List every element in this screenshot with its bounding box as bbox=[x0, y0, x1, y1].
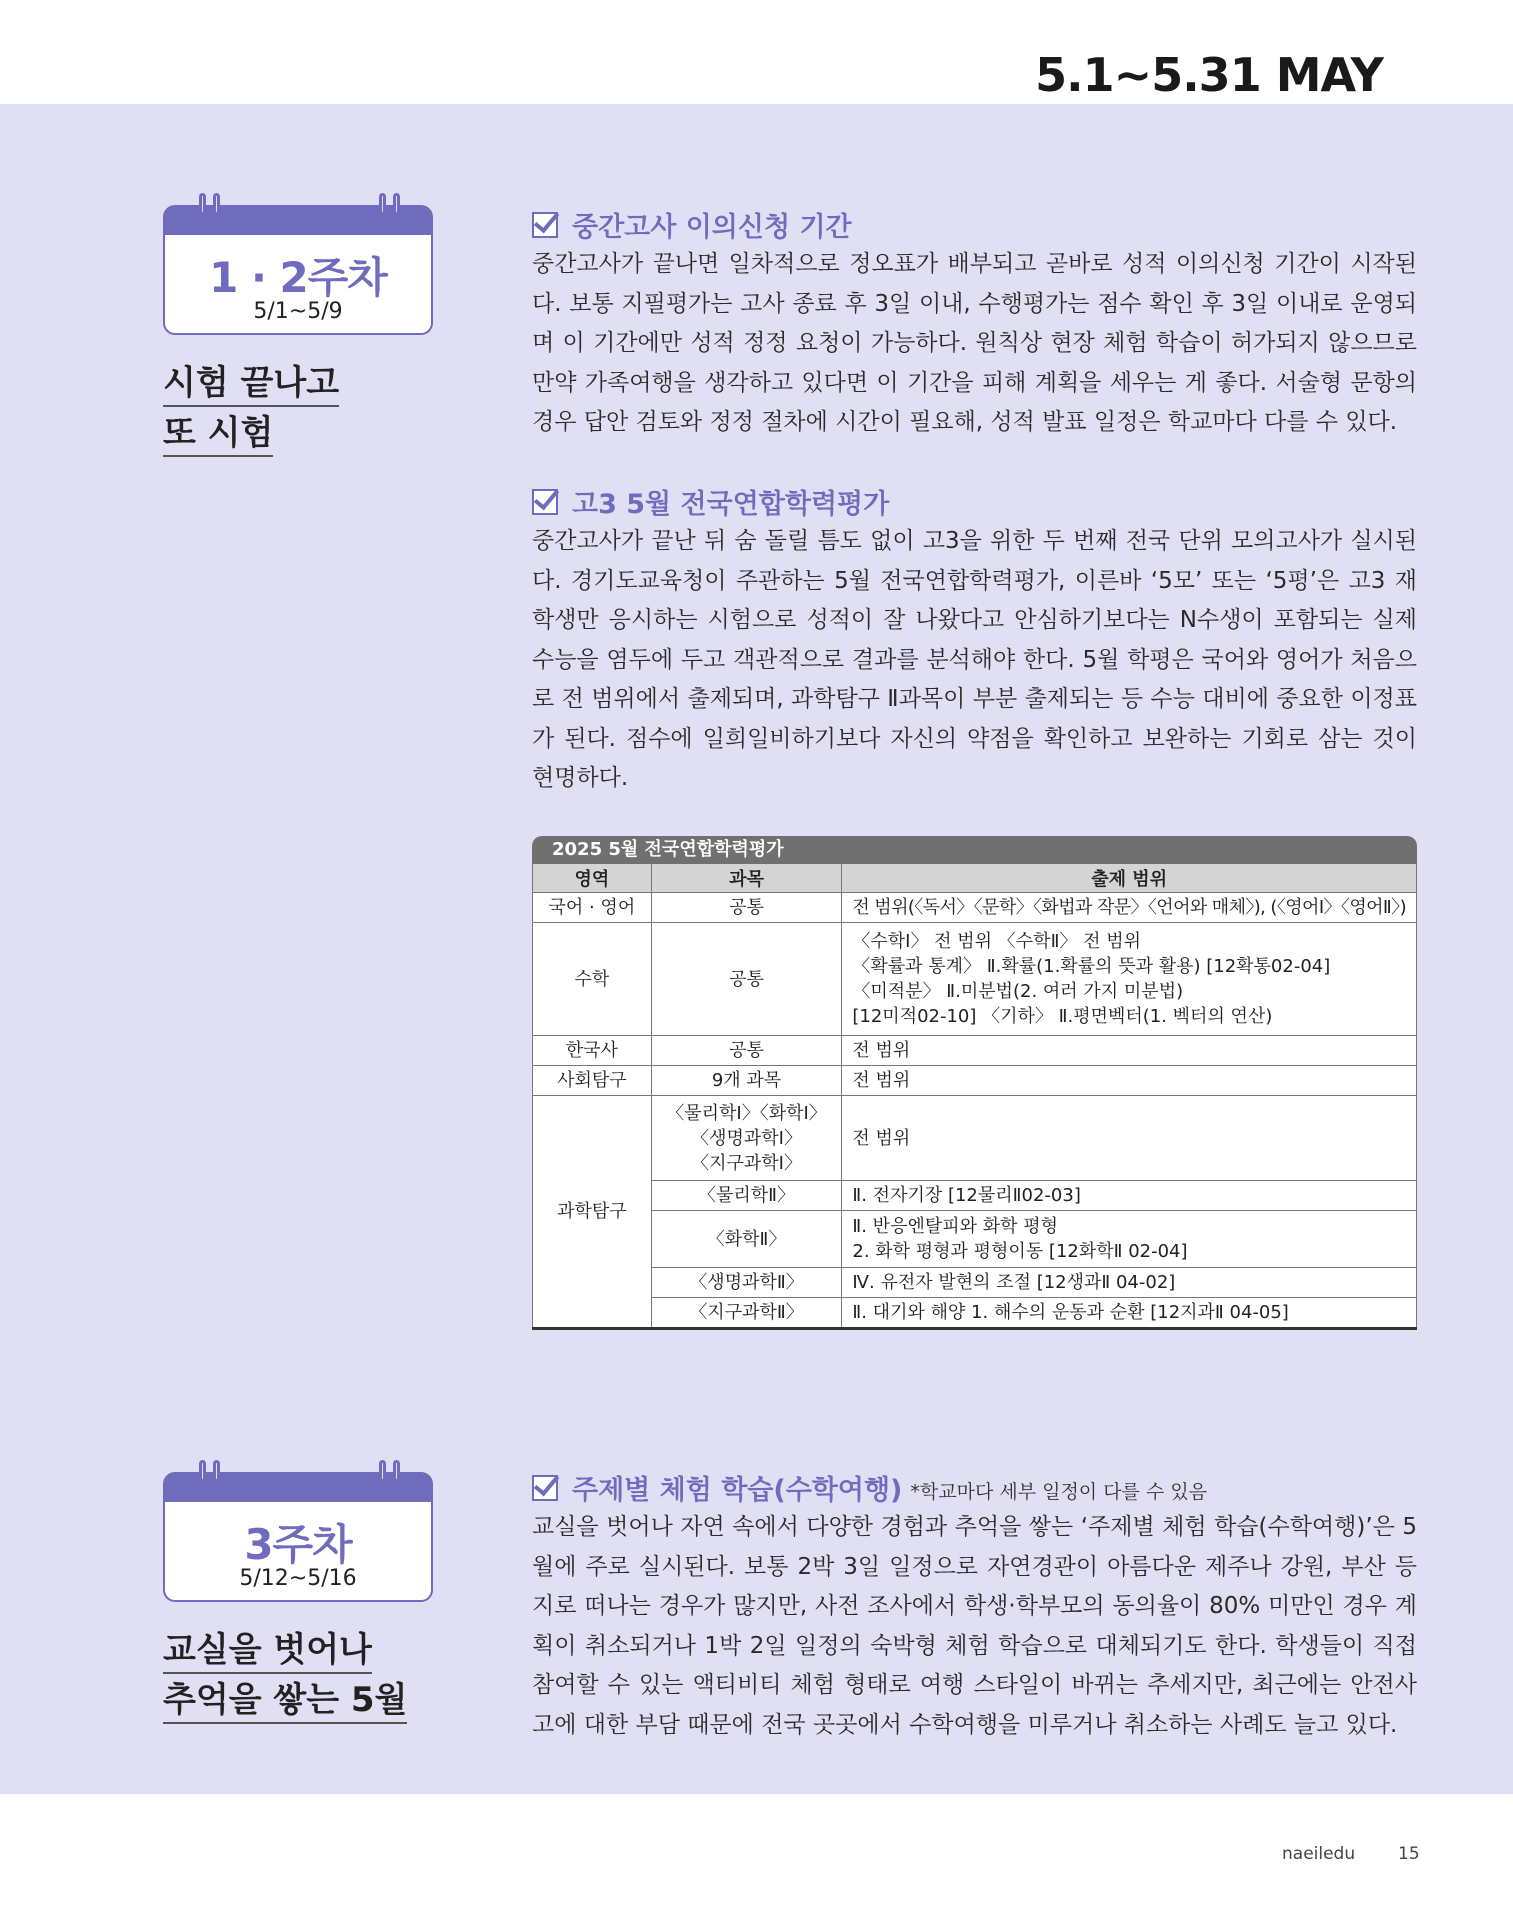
range-line: [12미적02-10] 〈기하〉 Ⅱ.평면벡터(1. 벡터의 연산) bbox=[852, 1006, 1273, 1027]
cell-subject: 〈화학Ⅱ〉 bbox=[651, 1211, 842, 1268]
cell-range bbox=[842, 923, 1417, 1036]
section-title: 주제별 체험 학습(수학여행) bbox=[572, 1475, 903, 1506]
week-label: 1 · 2주차 bbox=[209, 253, 387, 302]
cell-range: 전 범위 bbox=[842, 1036, 1417, 1066]
footer-site-name: naeiledu bbox=[1282, 1844, 1356, 1864]
cell-range bbox=[842, 1211, 1417, 1268]
cell-subject: 공통 bbox=[651, 923, 842, 1036]
cell-area: 사회탐구 bbox=[533, 1066, 652, 1096]
column-header: 과목 bbox=[651, 864, 842, 893]
week-dates: 5/1~5/9 bbox=[253, 299, 343, 324]
cell-range: Ⅳ. 유전자 발현의 조절 [12생과Ⅱ 04-02] bbox=[842, 1268, 1417, 1298]
table-row bbox=[533, 1066, 1417, 1096]
section-title: 고3 5월 전국연합학력평가 bbox=[572, 489, 890, 520]
section-heading bbox=[532, 1468, 1207, 1507]
section-note: *학교마다 세부 일정이 다를 수 있음 bbox=[910, 1481, 1208, 1503]
table-title: 2025 5월 전국연합학력평가 bbox=[532, 836, 1417, 864]
section-body: 중간고사가 끝난 뒤 숨 돌릴 틈도 없이 고3을 위한 두 번째 전국 단위 모의고사가 실시된다. 경기도교육청이 주관하는 5월 전국연합학력평가, 이른바 ‘5모’ 또는 ‘5평’은 고3 재학생만 응시하는 시험으로 성적이 잘 나왔다고 안심하기보다는 N수생이 포함되는 실제 수능을 염두에 두고 객관적으로 결과를 분석해야 한다. 5월 학평은 국어와 영어가 처음으로 전 범위에서 출제되며, 과학탐구 Ⅱ과목이 부분 출제되는 등 수능 대비에 중요한 이정표가 된다. 점수에 일희일비하기보다 자신의 약점을 확인하고 보완하는 기회로 삼는 것이 현명하다. bbox=[532, 528, 1417, 791]
cell-range: Ⅱ. 전자기장 [12물리Ⅱ02-03] bbox=[842, 1181, 1417, 1211]
week-3-calendar-icon bbox=[163, 1472, 433, 1602]
cell-area: 과학탐구 bbox=[533, 1096, 652, 1329]
week-1-2-caption bbox=[163, 358, 339, 458]
table-row bbox=[533, 1096, 1417, 1181]
cell-range: Ⅱ. 대기와 해양 1. 해수의 운동과 순환 [12지과Ⅱ 04-05] bbox=[842, 1298, 1417, 1329]
caption-line: 시험 끝나고 bbox=[163, 361, 339, 407]
table-header-row bbox=[533, 864, 1417, 893]
cell-subject: 공통 bbox=[651, 893, 842, 923]
range-line: Ⅱ. 반응엔탈피와 화학 평형 bbox=[852, 1216, 1059, 1237]
section-title: 중간고사 이의신청 기간 bbox=[572, 212, 852, 243]
cell-area: 한국사 bbox=[533, 1036, 652, 1066]
table-row bbox=[533, 893, 1417, 923]
cell-subject: 〈물리학Ⅱ〉 bbox=[651, 1181, 842, 1211]
week-1-2-calendar-icon bbox=[163, 205, 433, 335]
column-header: 영역 bbox=[533, 864, 652, 893]
table-row bbox=[533, 923, 1417, 1036]
cell-range: 전 범위(〈독서〉〈문학〉〈화법과 작문〉〈언어와 매체〉), (〈영어Ⅰ〉〈영어Ⅱ〉) bbox=[842, 893, 1417, 923]
cell-subject: 공통 bbox=[651, 1036, 842, 1066]
section-body: 중간고사가 끝나면 일차적으로 정오표가 배부되고 곧바로 성적 이의신청 기간이 시작된다. 보통 지필평가는 고사 종료 후 3일 이내, 수행평가는 점수 확인 후 3일 이내로 운영되며 이 기간에만 성적 정정 요청이 가능하다. 원칙상 현장 체험 학습이 허가되지 않으므로 만약 가족여행을 생각하고 있다면 이 기간을 피해 계획을 세우는 게 좋다. 서술형 문항의 경우 답안 검토와 정정 절차에 시간이 필요해, 성적 발표 일정은 학교마다 다를 수 있다. bbox=[532, 251, 1417, 435]
cell-subject bbox=[651, 1096, 842, 1181]
range-line: 〈확률과 통계〉 Ⅱ.확률(1.확률의 뜻과 활용) [12확통02-04] bbox=[852, 956, 1331, 977]
subject-line: 〈지구과학Ⅰ〉 bbox=[691, 1152, 802, 1174]
caption-line: 또 시험 bbox=[163, 411, 273, 457]
cell-subject: 〈지구과학Ⅱ〉 bbox=[651, 1298, 842, 1329]
table-row bbox=[533, 1211, 1417, 1268]
week-3-caption bbox=[163, 1625, 407, 1725]
cell-range: 전 범위 bbox=[842, 1096, 1417, 1181]
column-header: 출제 범위 bbox=[842, 864, 1417, 893]
table-row bbox=[533, 1268, 1417, 1298]
range-line: 〈미적분〉 Ⅱ.미분법(2. 여러 가지 미분법) bbox=[852, 981, 1184, 1002]
range-line: 〈수학Ⅰ〉 전 범위 〈수학Ⅱ〉 전 범위 bbox=[852, 931, 1142, 952]
footer-page-number: 15 bbox=[1398, 1844, 1420, 1864]
table-row bbox=[533, 1298, 1417, 1329]
table-row bbox=[533, 1036, 1417, 1066]
cell-area: 수학 bbox=[533, 923, 652, 1036]
checkbox-icon bbox=[532, 489, 558, 515]
caption-line: 추억을 쌓는 5월 bbox=[163, 1678, 407, 1724]
week-dates: 5/12~5/16 bbox=[239, 1566, 357, 1591]
section-heading bbox=[532, 482, 889, 521]
subject-line: 〈생명과학Ⅰ〉 bbox=[691, 1127, 802, 1149]
cell-area: 국어 · 영어 bbox=[533, 893, 652, 923]
cell-range: 전 범위 bbox=[842, 1066, 1417, 1096]
caption-line: 교실을 벗어나 bbox=[163, 1628, 372, 1674]
table-row bbox=[533, 1181, 1417, 1211]
cell-subject: 〈생명과학Ⅱ〉 bbox=[651, 1268, 842, 1298]
page-header-title: 5.1~5.31 MAY bbox=[1035, 48, 1383, 102]
week-label: 3주차 bbox=[244, 1520, 352, 1569]
checkbox-icon bbox=[532, 1475, 558, 1501]
cell-subject: 9개 과목 bbox=[651, 1066, 842, 1096]
section-heading bbox=[532, 205, 852, 244]
subject-line: 〈물리학Ⅰ〉〈화학Ⅰ〉 bbox=[666, 1102, 827, 1124]
exam-range-table bbox=[532, 836, 1417, 1330]
section-body: 교실을 벗어나 자연 속에서 다양한 경험과 추억을 쌓는 ‘주제별 체험 학습(수학여행)’은 5월에 주로 실시된다. 보통 2박 3일 일정으로 자연경관이 아름다운 제주나 강원, 부산 등지로 떠나는 경우가 많지만, 사전 조사에서 학생·학부모의 동의율이 80% 미만인 경우 계획이 취소되거나 1박 2일 일정의 숙박형 체험 학습으로 대체되기도 한다. 학생들이 직접 참여할 수 있는 액티비티 체험 형태로 여행 스타일이 바뀌는 추세지만, 최근에는 안전사고에 대한 부담 때문에 전국 곳곳에서 수학여행을 미루거나 취소하는 사례도 늘고 있다. bbox=[532, 1514, 1417, 1738]
range-line: 2. 화학 평형과 평형이동 [12화학Ⅱ 02-04] bbox=[852, 1241, 1188, 1262]
checkbox-icon bbox=[532, 212, 558, 238]
